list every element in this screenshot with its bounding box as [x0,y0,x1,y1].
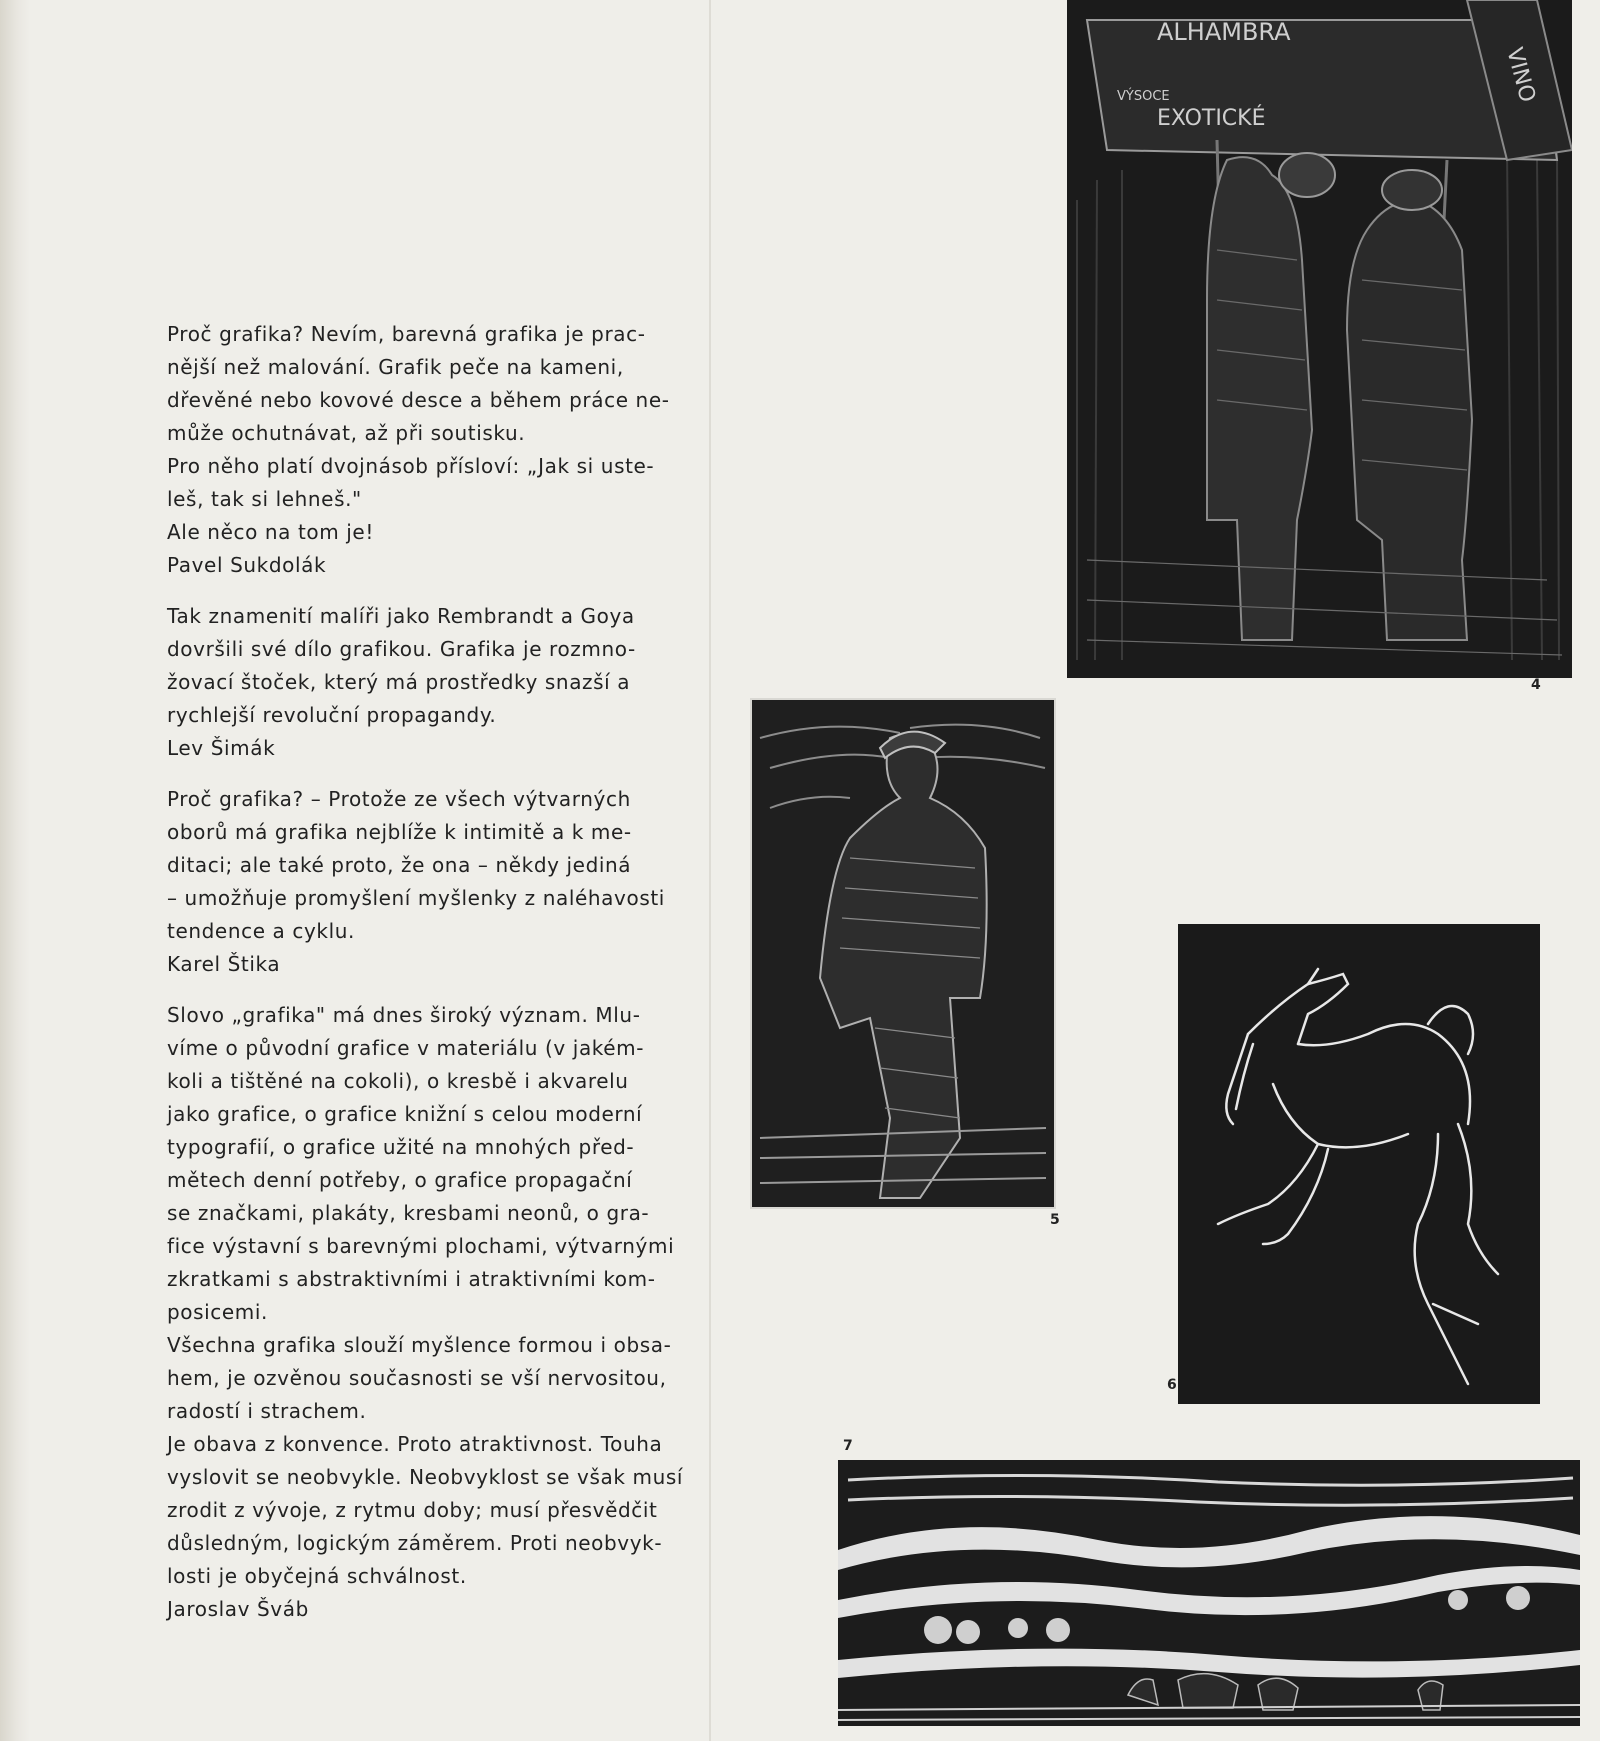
quote-line: posicemi. [167,1300,269,1324]
quote-line: leš, tak si lehneš." [167,487,362,511]
quote-line: zkratkami s abstraktivními i atraktivními kom- [167,1267,656,1291]
quote-line: radostí i strachem. [167,1399,367,1423]
quote-line: Proč grafika? Nevím, barevná grafika je prac- [167,322,646,346]
quote-svab [167,999,701,1626]
quote-line: rychlejší revoluční propagandy. [167,703,497,727]
sign-text-mid: VÝSOCE [1117,89,1170,104]
quote-line: ditaci; ale také proto, že ona – někdy jediná [167,853,632,877]
quote-line: oborů má grafika nejblíže k intimitě a k me- [167,820,632,844]
plate-6-engraving [1178,924,1540,1404]
quote-line: nější než malování. Grafik peče na kameni, [167,355,624,379]
plate-6-illustration [1178,924,1540,1404]
plate-6-number: 6 [1167,1377,1177,1393]
quote-line: Ale něco na tom je! [167,520,374,544]
quote-line: Tak znamenití malíři jako Rembrandt a Goya [167,604,635,628]
plate-7-number: 7 [843,1438,853,1454]
quote-line: vyslovit se neobvykle. Neobvyklost se však musí [167,1465,684,1489]
quote-line: Je obava z konvence. Proto atraktivnost. Touha [167,1432,663,1456]
quote-line: žovací štoček, který má prostředky snazší a [167,670,631,694]
quote-line: Proč grafika? – Protože ze všech výtvarných [167,787,631,811]
quote-line: víme o původní grafice v materiálu (v jakém- [167,1036,645,1060]
quote-author: Jaroslav Šváb [167,1597,309,1621]
quote-line: důsledným, logickým záměrem. Proti neobvyk- [167,1531,663,1555]
text-column [167,318,701,1644]
page-edge [0,0,30,1741]
quote-line: Všechna grafika slouží myšlence formou i obsa- [167,1333,672,1357]
plate-5-number: 5 [1050,1212,1060,1228]
quote-line: Slovo „grafika" má dnes široký význam. Mlu- [167,1003,641,1027]
quote-author: Karel Štika [167,952,281,976]
sign-text-bottom: EXOTICKÉ [1157,106,1266,131]
quote-line: hem, je ozvěnou současnosti se vší nervositou, [167,1366,667,1390]
quote-line: Pro něho platí dvojnásob přísloví: „Jak si uste- [167,454,655,478]
quote-line: tendence a cyklu. [167,919,355,943]
quote-line: může ochutnávat, až při soutisku. [167,421,526,445]
plate-4-illustration [1067,0,1572,678]
sign-text-top: ALHAMBRA [1157,18,1291,46]
quote-line: dovršili své dílo grafikou. Grafika je rozmno- [167,637,636,661]
quote-author: Lev Šimák [167,736,276,760]
quote-line: jako grafice, o grafice knižní s celou moderní [167,1102,643,1126]
sign-text-side: VINO [1501,45,1540,105]
plate-5-illustration [750,698,1056,1209]
quote-line: zrodit z vývoje, z rytmu doby; musí přesvědčit [167,1498,658,1522]
quote-simak [167,600,701,765]
quote-line: losti je obyčejná schválnost. [167,1564,467,1588]
quote-line: typografií, o grafice užité na mnohých před- [167,1135,635,1159]
plate-4-woodcut [1067,0,1572,678]
plate-7-illustration [838,1460,1580,1726]
plate-5-woodcut [750,698,1056,1209]
quote-line: koli a tištěné na cokoli), o kresbě i akvarelu [167,1069,629,1093]
quote-line: fice výstavní s barevnými plochami, výtvarnými [167,1234,675,1258]
quote-line: se značkami, plakáty, kresbami neonů, o gra- [167,1201,650,1225]
quote-stika [167,783,701,981]
quote-sukdolak [167,318,701,582]
page-fold [709,0,711,1741]
quote-line: mětech denní potřeby, o grafice propagační [167,1168,633,1192]
plate-4-number: 4 [1531,677,1541,693]
quote-line: – umožňuje promyšlení myšlenky z naléhavosti [167,886,665,910]
quote-line: dřevěné nebo kovové desce a během práce ne- [167,388,670,412]
plate-7-woodcut [838,1460,1580,1726]
quote-author: Pavel Sukdolák [167,553,327,577]
